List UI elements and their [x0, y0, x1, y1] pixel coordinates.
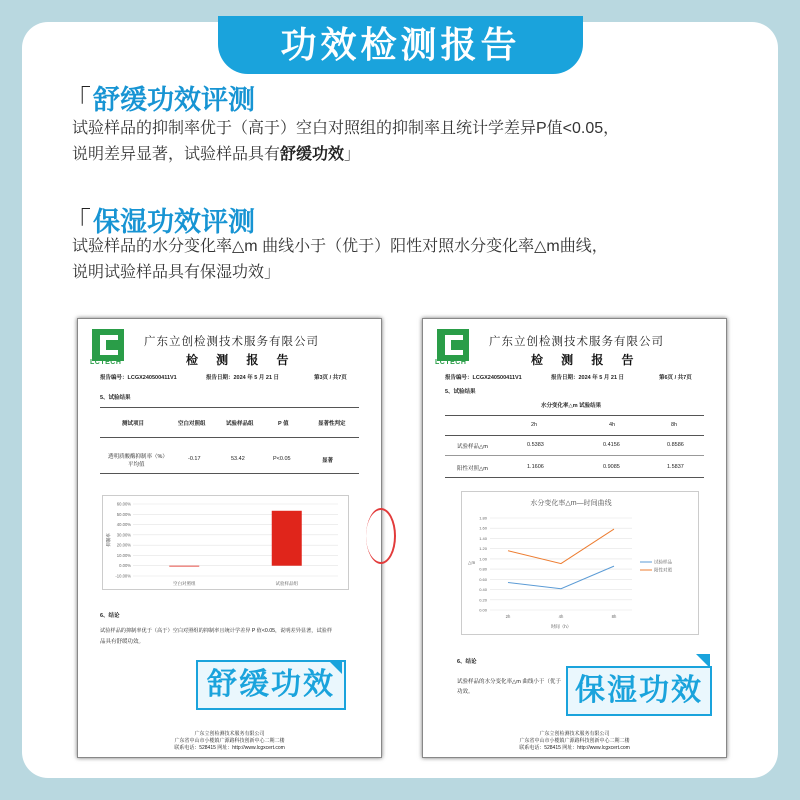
row-label: 试验样品△m [457, 444, 488, 450]
report-number: 报告编号：LCGX240500411V1 [445, 375, 522, 381]
row-label: 阳性对照△m [457, 466, 488, 472]
soothing-line-1: 试验样品的抑制率优于（高于）空白对照组的抑制率且统计学差异P值<0.05， [72, 120, 620, 137]
table-top-rule [445, 415, 704, 416]
x-tick-label: 8h [611, 614, 617, 619]
table-cell: 53.42 [231, 456, 245, 462]
soothing-line-2-prefix: 说明差异显著，试验样品具有 [72, 146, 281, 163]
report-title: 检 测 报 告 [186, 353, 296, 367]
bar [169, 566, 199, 567]
table-cell: P<0.05 [273, 456, 291, 462]
logo-text: LCTECH [90, 359, 122, 366]
table-cell: 显著 [322, 458, 334, 464]
soothing-section-title [64, 78, 255, 117]
footer [423, 731, 726, 752]
table-cell: 0.8586 [667, 442, 684, 448]
table-header: 显著性判定 [318, 421, 346, 427]
results-section-label: 5、试验结果 [445, 389, 476, 395]
row-label: 透明质酸酶抑制率（%） [108, 454, 168, 460]
legend-label: 阳性对照 [654, 567, 672, 573]
red-seal-stamp [366, 508, 396, 564]
footer [78, 731, 381, 752]
y-tick-label: 1.80 [479, 515, 487, 521]
row-label: 平均值 [128, 462, 145, 468]
footer-company: 广东立创检测技术服务有限公司 [194, 731, 265, 737]
moisturizing-effect-tag: 保湿功效 [566, 666, 712, 716]
y-tick-label: 0.00 [479, 607, 487, 613]
table-title: 水分变化率△m 试验结果 [541, 403, 602, 409]
y-tick-label: 0.00% [119, 563, 131, 569]
table-header-rule [100, 437, 359, 438]
table-cell: 0.5383 [527, 442, 544, 448]
footer-address: 广东省中山市小榄镇广源路科技创新中心二期二楼 [519, 738, 630, 744]
table-cell: 1.5837 [667, 464, 684, 470]
moisturizing-line-1: 试验样品的水分变化率△m 曲线小于（优于）阳性对照水分变化率△m曲线， [72, 238, 608, 255]
y-tick-label: 40.00% [116, 522, 131, 528]
x-tick-label: 空白对照组 [173, 581, 196, 586]
soothing-line-2-suffix: 」 [344, 146, 361, 163]
lctech-logo-icon [437, 329, 469, 361]
page-number: 第3页 / 共7页 [314, 375, 347, 381]
chart-title: 水分变化率△m—时间曲线 [530, 500, 612, 507]
x-tick-label: 试验样品组 [275, 581, 298, 586]
table-bottom-rule [100, 473, 359, 474]
conclusion-text: 试验样品的水分变化率△m 曲线小于（优于 [457, 679, 561, 685]
bar [272, 511, 302, 566]
series-line [508, 566, 614, 589]
moisturizing-title-text: 保湿功效评测 [93, 207, 255, 237]
y-tick-label: 60.00% [116, 501, 131, 507]
y-tick-label: 20.00% [116, 542, 131, 548]
footer-company: 广东立创检测技术服务有限公司 [539, 731, 610, 737]
table-cell: 0.9085 [603, 464, 620, 470]
bracket-open: 「 [64, 207, 91, 237]
y-tick-label: 0.60 [479, 576, 487, 582]
report-date: 报告日期：2024 年 5 月 21 日 [551, 375, 625, 381]
soothing-effect-tag: 舒缓功效 [196, 660, 346, 710]
x-tick-label: 2h [505, 614, 511, 619]
company-name: 广东立创检测技术服务有限公司 [144, 334, 319, 348]
line-chart-svg [462, 492, 698, 634]
table-cell: 0.4156 [603, 442, 620, 448]
y-tick-label: 10.00% [116, 552, 131, 558]
y-tick-label: 1.60 [479, 525, 487, 531]
y-tick-label: -10.00% [115, 573, 131, 579]
y-tick-label: 1.00 [479, 556, 487, 562]
lctech-logo-icon [92, 329, 124, 361]
table-header: 8h [671, 422, 678, 428]
conclusion-label: 6、结论 [100, 613, 120, 619]
table-header-rule [445, 435, 704, 436]
y-tick-label: 30.00% [116, 532, 131, 538]
moisturizing-line-2: 说明试验样品具有保湿功效」 [72, 264, 281, 281]
table-bottom-rule [445, 477, 704, 478]
bracket-open: 「 [64, 85, 91, 115]
report-title: 检 测 报 告 [531, 353, 641, 367]
x-tick-label: 4h [558, 614, 564, 619]
bar-chart [102, 495, 349, 590]
conclusion-text: 试验样品的抑制率优于（高于）空白对照组的抑制率且统计学差异 P 值<0.05，说明差异显著，试验样 [100, 628, 333, 634]
moisturizing-description [72, 234, 712, 286]
table-header: 空白对照组 [178, 421, 206, 427]
page-number: 第6页 / 共7页 [659, 375, 692, 381]
y-tick-label: 1.40 [479, 535, 487, 541]
report-number: 报告编号：LCGX240500411V1 [100, 375, 177, 381]
conclusion-text: 品具有舒缓功效。 [100, 639, 145, 645]
results-section-label: 5、试验结果 [100, 395, 131, 401]
table-cell: 1.1606 [527, 464, 544, 470]
table-top-rule [100, 407, 359, 408]
soothing-title-text: 舒缓功效评测 [93, 85, 255, 115]
line-chart [461, 491, 699, 635]
bar-chart-svg [103, 496, 348, 589]
tag-corner [696, 654, 710, 668]
page-title-banner: 功效检测报告 [218, 16, 583, 74]
legend-label: 试验样品 [654, 559, 672, 565]
conclusion-text: 功效。 [457, 689, 474, 695]
series-line [508, 529, 614, 564]
table-header: 试验样品组 [226, 421, 254, 427]
company-name: 广东立创检测技术服务有限公司 [489, 334, 664, 348]
soothing-description [72, 116, 712, 168]
table-row-rule [445, 455, 704, 456]
y-axis-label: △m [468, 560, 476, 565]
y-tick-label: 50.00% [116, 511, 131, 517]
conclusion-label: 6、结论 [457, 659, 477, 665]
footer-contact: 联系电话：528415 网址：http://www.lcgxcert.com [174, 745, 285, 751]
y-axis-label: 抑制率 [106, 533, 111, 547]
table-cell: -0.17 [188, 456, 201, 462]
table-header: P 值 [278, 421, 289, 427]
y-tick-label: 0.80 [479, 566, 487, 572]
footer-address: 广东省中山市小榄镇广源路科技创新中心二期二楼 [174, 738, 285, 744]
table-header: 2h [531, 422, 538, 428]
y-tick-label: 0.40 [479, 587, 487, 593]
soothing-line-2-bold: 舒缓功效 [280, 146, 345, 163]
x-axis-label: 时间（h） [550, 624, 572, 629]
table-header: 4h [609, 422, 616, 428]
footer-contact: 联系电话：528415 网址：http://www.lcgxcert.com [519, 745, 630, 751]
tag-corner [328, 660, 342, 674]
y-tick-label: 0.20 [479, 597, 487, 603]
logo-text: LCTECH [435, 359, 467, 366]
report-date: 报告日期：2024 年 5 月 21 日 [206, 375, 280, 381]
y-tick-label: 1.20 [479, 546, 487, 552]
table-header: 测试项目 [122, 421, 145, 427]
soothing-line-2 [72, 142, 712, 168]
